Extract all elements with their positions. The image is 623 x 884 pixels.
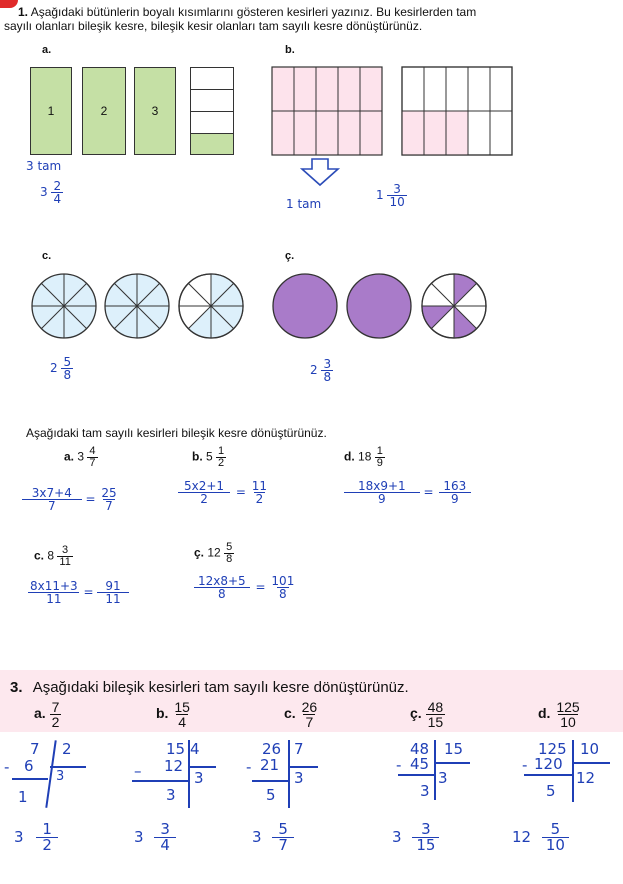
q3cc-label: ç.	[410, 705, 422, 722]
q2cc-work-den: 8	[194, 587, 250, 600]
q3c-quotient: 3	[294, 769, 304, 787]
q1-number: 1.	[18, 5, 29, 19]
q3cc-division	[392, 740, 492, 810]
q3cc-div-den: 15	[444, 740, 464, 758]
q1cc-answer-num: 3	[323, 357, 332, 371]
q3cc-quotient: 3	[438, 769, 448, 787]
q1cc-answer	[310, 358, 333, 383]
q3d-ans-den: 10	[542, 837, 569, 853]
q1a-answer-den: 4	[53, 192, 62, 206]
q2d-whole: 18	[358, 449, 372, 464]
q3d-div-hline-sub	[524, 774, 572, 776]
q1-instruction-line1: Aşağıdaki bütünlerin boyalı kısımlarını gösteren kesirleri yazınız. Bu kesirlerden tam	[30, 5, 477, 19]
q3c-label: c.	[284, 705, 296, 722]
q3b-div-hline-sub	[132, 780, 188, 782]
q3c-div-vline	[288, 740, 290, 808]
q1a-box-3	[134, 67, 176, 155]
q3a-answer	[14, 822, 58, 853]
q3c-sub: 21	[260, 756, 280, 774]
q3b-division	[130, 740, 220, 810]
q2a-label: a.	[64, 449, 75, 464]
q2a-equals: =	[85, 492, 96, 506]
q3a-sub: 6	[24, 757, 34, 775]
q2cc-problem	[194, 542, 234, 565]
q3d-div-num: 125	[538, 740, 567, 758]
q2b-work	[176, 480, 269, 505]
q3a-div-hline-top	[50, 766, 86, 768]
q2a-whole: 3	[77, 449, 85, 464]
q2d-res-den: 9	[439, 492, 471, 505]
q3c-ans-whole: 3	[252, 828, 262, 846]
q1cc-answer-den: 8	[323, 370, 332, 384]
q1a-box-1-number: 1	[47, 104, 55, 118]
q1cc-circle-3	[421, 273, 487, 339]
q3a-div-den: 2	[62, 740, 72, 758]
q2c-den: 11	[59, 556, 71, 568]
q2d-res-num: 163	[443, 479, 467, 493]
q3a-div-hline-sub	[12, 778, 48, 780]
q1b-label: b.	[285, 44, 295, 56]
q1c-answer-den: 8	[63, 368, 72, 382]
q1b-answer-den: 10	[389, 195, 405, 209]
q2cc-equals: =	[255, 580, 266, 594]
q1b-answer	[376, 183, 407, 208]
q2b-problem	[192, 446, 226, 469]
q1c-answer-whole: 2	[50, 361, 58, 375]
q3c-ans-num: 5	[278, 820, 288, 838]
q3d-num: 125	[556, 699, 580, 715]
q3b-problem	[156, 700, 192, 729]
q1cc-circle-2	[346, 273, 412, 339]
q3c-div-den: 7	[294, 740, 304, 758]
q3a-ans-num: 1	[42, 820, 52, 838]
q2d-problem	[344, 446, 385, 469]
q1-instruction-line2: sayılı olanları bileşik kesre, bileşik kesir olanları tam sayılı kesre dönüştürünüz.	[4, 19, 423, 33]
q2c-res-den: 11	[97, 592, 128, 605]
q3cc-sub: 45	[410, 755, 430, 773]
q3a-ans-whole: 3	[14, 828, 24, 846]
q3cc-ans-num: 3	[421, 820, 431, 838]
q2cc-whole: 12	[207, 545, 221, 560]
q3cc-num: 48	[427, 699, 444, 715]
q1b-grid-1	[272, 67, 382, 155]
q2cc-den: 8	[226, 553, 233, 565]
q3c-ans-den: 7	[272, 837, 294, 853]
q3c-div-hline-top	[288, 766, 318, 768]
q2b-work-den: 2	[178, 492, 230, 505]
q2b-whole: 5	[206, 449, 213, 464]
q2c-problem	[34, 545, 73, 568]
q2a-problem	[64, 446, 98, 469]
q3b-num: 15	[174, 699, 190, 715]
q3c-problem	[284, 700, 319, 729]
q3d-quotient: 12	[576, 769, 596, 787]
q3d-ans-num: 5	[550, 820, 561, 838]
q3-number: 3.	[10, 679, 23, 696]
q1b-grid-2	[402, 67, 512, 155]
q3a-label: a.	[34, 705, 46, 722]
q2a-res-num: 25	[101, 486, 117, 500]
q1cc-answer-whole: 2	[310, 363, 318, 377]
q3c-answer	[252, 822, 294, 853]
q3cc-div-vline	[434, 740, 436, 800]
q1a-answer-word: 3 tam	[26, 159, 62, 173]
q3a-div-num: 7	[30, 740, 40, 758]
q3d-label: d.	[538, 705, 551, 722]
q2b-num: 1	[218, 445, 225, 457]
q2d-work	[344, 480, 472, 505]
q3c-den: 7	[305, 714, 314, 730]
q3d-div-vline	[572, 740, 574, 802]
q3b-den: 4	[178, 714, 187, 730]
q2d-den: 9	[376, 457, 383, 469]
q3b-ans-whole: 3	[134, 828, 144, 846]
q3a-minus: -	[4, 758, 10, 776]
q3d-division	[520, 740, 620, 810]
q1cc-label: ç.	[285, 250, 295, 262]
q3c-num: 26	[301, 699, 318, 715]
q2c-work	[28, 580, 129, 605]
q2cc-res-num: 101	[271, 574, 295, 588]
q3c-minus: -	[246, 758, 252, 776]
q3d-remainder: 5	[546, 782, 556, 800]
q2cc-label: ç.	[194, 545, 205, 560]
q3cc-div-num: 48	[410, 740, 430, 758]
q1a-answer-whole: 3	[40, 185, 48, 199]
q2b-label: b.	[192, 449, 203, 464]
q3a-problem	[34, 700, 61, 729]
q3b-div-vline	[188, 740, 190, 808]
q3a-num: 7	[51, 699, 60, 715]
q3a-division	[4, 740, 94, 810]
q1a-box-1	[30, 67, 72, 155]
q1a-answer	[40, 180, 63, 205]
q2c-work-num: 8x11+3	[30, 579, 78, 593]
q3b-div-hline-top	[188, 766, 216, 768]
q1a-box-2-number: 2	[100, 104, 108, 118]
q3b-ans-num: 3	[160, 820, 170, 838]
q2d-label: d.	[344, 449, 355, 464]
q1a-label: a.	[42, 44, 52, 56]
q3d-den: 10	[560, 714, 576, 730]
q3a-ans-den: 2	[36, 837, 58, 853]
q3cc-ans-den: 15	[412, 837, 439, 853]
q1c-answer	[50, 356, 73, 381]
q2cc-work-num: 12x8+5	[198, 574, 246, 588]
q2c-work-den: 11	[28, 592, 79, 605]
q3cc-div-hline-sub	[398, 774, 434, 776]
q3b-quotient: 3	[194, 769, 204, 787]
q3a-quotient: 3	[56, 769, 65, 784]
q1c-label: c.	[42, 250, 52, 262]
q2b-res-den: 2	[255, 492, 264, 506]
q3b-ans-den: 4	[154, 837, 176, 853]
q3c-div-hline-sub	[252, 780, 288, 782]
q3cc-remainder: 3	[420, 782, 430, 800]
q3d-div-hline-top	[572, 762, 610, 764]
q1a-box-4	[190, 67, 234, 155]
q3d-ans-whole: 12	[512, 828, 532, 846]
q2c-equals: =	[83, 585, 94, 599]
q3b-sub: 12	[164, 757, 184, 775]
q2d-work-num: 18x9+1	[357, 479, 406, 493]
q3d-div-den: 10	[580, 740, 600, 758]
q3c-division	[244, 740, 334, 810]
q2c-label: c.	[34, 548, 45, 563]
q3-instruction	[10, 679, 409, 696]
q3d-problem	[538, 700, 582, 729]
q3cc-problem	[410, 700, 445, 729]
q1a-box-4-shaded-part	[191, 134, 233, 154]
q3a-div-vline	[45, 740, 56, 808]
q1a-box-2	[82, 67, 126, 155]
q3b-answer	[134, 822, 176, 853]
q2c-num: 3	[62, 544, 69, 556]
q3b-div-num: 15	[166, 740, 186, 758]
q3cc-answer	[392, 822, 439, 853]
q2a-num: 4	[89, 445, 96, 457]
q3d-minus: -	[522, 756, 528, 774]
q2b-work-num: 5x2+1	[184, 479, 225, 493]
q3cc-ans-whole: 3	[392, 828, 402, 846]
q3c-div-num: 26	[262, 740, 282, 758]
q3b-div-den: 4	[190, 740, 200, 758]
q3d-sub: 120	[534, 755, 563, 773]
q1b-answer-num: 3	[393, 182, 401, 196]
q3b-minus: –	[134, 762, 142, 780]
corner-mark	[0, 0, 18, 8]
q3a-remainder: 1	[18, 788, 28, 806]
q2c-res-num: 91	[105, 579, 121, 593]
q2d-equals: =	[423, 485, 434, 499]
q2cc-res-den: 8	[279, 587, 287, 601]
q1b-answer-word: 1 tam	[286, 197, 322, 211]
q1c-answer-num: 5	[63, 355, 72, 369]
q1a-answer-num: 2	[53, 179, 62, 193]
q2a-work	[22, 487, 119, 512]
q2cc-num: 5	[226, 541, 233, 553]
q1a-box-3-number: 3	[151, 104, 159, 118]
q3b-remainder: 3	[166, 786, 176, 804]
q2d-work-den: 9	[344, 492, 420, 505]
q2b-equals: =	[235, 485, 246, 499]
q3d-answer	[512, 822, 569, 853]
q1c-circle-1	[31, 273, 97, 339]
q3b-label: b.	[156, 705, 169, 722]
q3cc-den: 15	[427, 714, 444, 730]
q2d-num: 1	[376, 445, 383, 457]
q2cc-work	[192, 575, 296, 600]
q1c-circle-2	[104, 273, 170, 339]
q2a-den: 7	[89, 457, 96, 469]
q2a-work-num: 3x7+4	[31, 486, 72, 500]
q3c-remainder: 5	[266, 786, 276, 804]
down-arrow-icon	[300, 157, 340, 187]
q3-instruction-text: Aşağıdaki bileşik kesirleri tam sayılı kesre dönüştürünüz.	[32, 679, 409, 696]
q3cc-minus: -	[396, 756, 402, 774]
q3a-den: 2	[51, 714, 60, 730]
q1b-answer-whole: 1	[376, 188, 384, 202]
q2a-res-den: 7	[105, 499, 113, 513]
q2a-work-den: 7	[22, 499, 82, 512]
q2b-den: 2	[218, 457, 225, 469]
q2b-res-num: 11	[251, 479, 268, 493]
q3cc-div-hline-top	[434, 762, 470, 764]
q1cc-circle-1	[272, 273, 338, 339]
q2c-whole: 8	[47, 548, 55, 563]
q1c-circle-3	[178, 273, 244, 339]
q2-instruction: Aşağıdaki tam sayılı kesirleri bileşik kesre dönüştürünüz.	[26, 426, 327, 440]
q1-instruction	[4, 5, 618, 33]
